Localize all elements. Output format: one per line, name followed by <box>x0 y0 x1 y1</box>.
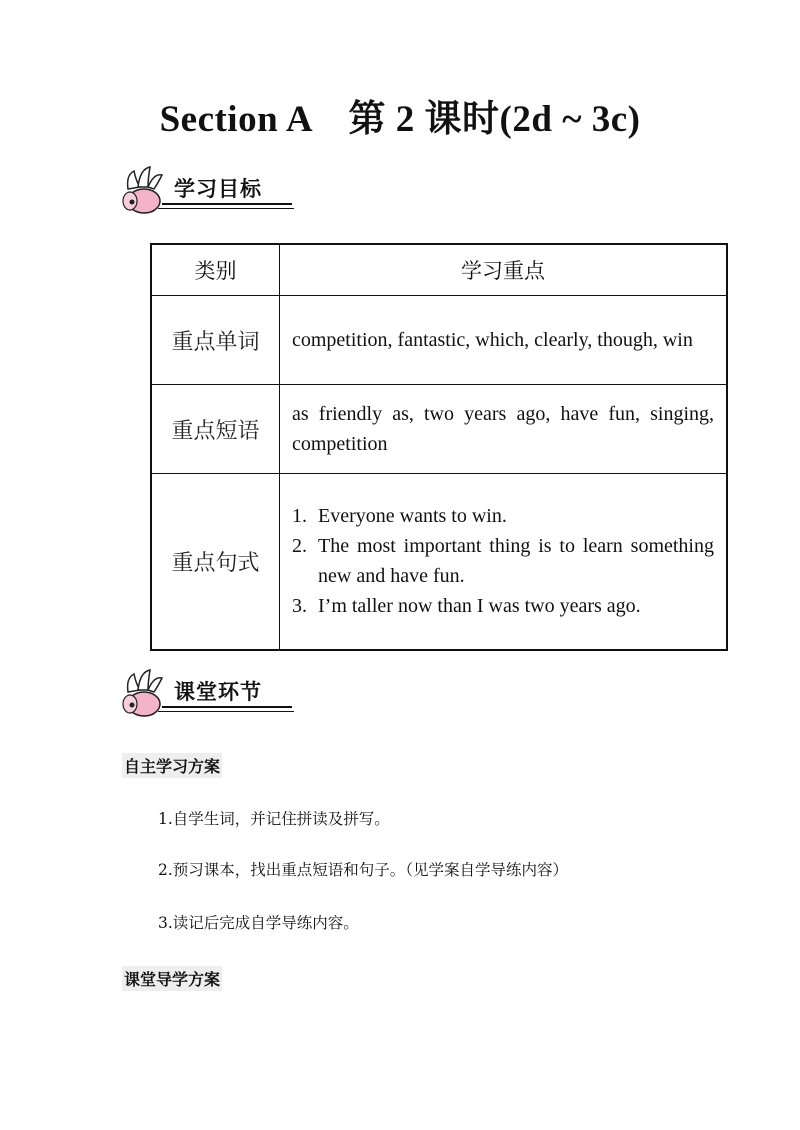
section-header-class <box>118 668 298 718</box>
step-item: 2.预习课本，找出重点短语和句子。（见学案自学导练内容） <box>158 861 569 879</box>
sentence-number: 1. <box>292 505 307 528</box>
subsection-heading: 课堂导学方案 <box>122 966 222 991</box>
table-header-row <box>151 244 727 296</box>
divider <box>162 203 292 205</box>
content-cell <box>280 474 728 650</box>
content-cell: as friendly as, two years ago, have fun, singing, competition <box>280 385 728 474</box>
divider <box>158 711 294 712</box>
sentence-text: Everyone wants to win. <box>318 505 507 528</box>
flower-pot-icon <box>118 165 174 217</box>
goals-table <box>150 243 728 651</box>
page-title: Section A 第 2 课时(2d ~ 3c) <box>159 99 641 140</box>
table-row <box>151 474 727 650</box>
table-row <box>151 296 727 385</box>
section-label: 课堂环节 <box>174 680 262 704</box>
step-item: 1.自学生词，并记住拼读及拼写。 <box>158 810 390 828</box>
sentence-number: 3. <box>292 595 307 618</box>
flower-pot-icon <box>118 668 174 720</box>
sentence-item <box>292 591 714 621</box>
sentence-item <box>292 501 714 531</box>
subsection-heading: 自主学习方案 <box>122 753 222 778</box>
step-item: 3.读记后完成自学导练内容。 <box>158 914 359 932</box>
sentence-number: 2. <box>292 535 307 558</box>
sentence-text: The most important thing is to learn something new and have fun. <box>318 535 714 588</box>
sentence-text: I’m taller now than I was two years ago. <box>318 595 641 618</box>
divider <box>158 208 294 209</box>
column-header: 学习重点 <box>280 244 728 296</box>
category-cell: 重点句式 <box>151 474 280 650</box>
divider <box>162 706 292 708</box>
sentence-item <box>292 531 714 591</box>
section-label: 学习目标 <box>174 177 262 201</box>
category-cell: 重点短语 <box>151 385 280 474</box>
column-header: 类别 <box>151 244 280 296</box>
section-header-goals <box>118 165 298 215</box>
category-cell: 重点单词 <box>151 296 280 385</box>
table-row <box>151 385 727 474</box>
content-cell: competition, fantastic, which, clearly, though, win <box>280 296 728 385</box>
